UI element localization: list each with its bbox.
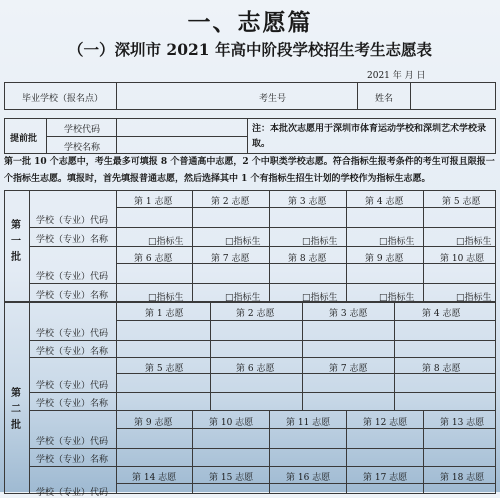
batch2-choice-header: 第 16 志愿 [286,473,331,483]
quota-checkbox[interactable]: □指标生 [148,237,184,247]
batch1-choice-header: 第 8 志愿 [288,254,327,264]
quota-checkbox[interactable]: □指标生 [302,293,338,303]
early-code-label: 学校代码 [64,125,101,135]
divider [423,410,424,494]
divider [46,136,247,137]
form-date: 2021 年 月 日 [367,71,426,81]
divider [116,207,496,208]
batch1-choice-header: 第 7 志愿 [211,254,250,264]
batch2-name-label-3: 学校（专业）名称 [36,455,109,465]
divider [29,227,496,228]
batch2-choice-header: 第 7 志愿 [329,364,368,374]
batch2-choice-header: 第 2 志愿 [236,309,275,319]
batch2-choice-header: 第 4 志愿 [422,309,461,319]
batch2-choice-header: 第 9 志愿 [134,418,173,428]
divider [29,466,496,467]
form-subtitle: （一）深圳市 2021 年高中阶段学校招生考生志愿表 [68,40,432,59]
early-batch-note: 注：本批次志愿用于深圳市体育运动学校和深圳艺术学校录取。 [252,124,487,149]
divider [116,483,496,484]
divider [116,82,117,110]
divider [346,410,347,494]
batch2-code-label-2: 学校（专业）代码 [36,381,109,391]
batch2-choice-header: 第 17 志愿 [363,473,408,483]
divider [29,283,496,284]
batch2-name-label-2: 学校（专业）名称 [36,399,109,409]
exam-number-field[interactable] [300,86,355,108]
batch2-choice-header: 第 6 志愿 [236,364,275,374]
batch2-code-label: 学校（专业）代码 [36,329,109,339]
batch1-choice-header: 第 2 志愿 [211,197,250,207]
divider [29,340,496,341]
batch2-choice-header: 第 1 志愿 [145,309,184,319]
quota-checkbox[interactable]: □指标生 [379,237,415,247]
school-label: 毕业学校（报名点） [22,94,104,104]
divider [410,82,411,110]
batch2-code-label-3: 学校（专业）代码 [36,437,109,447]
batch2-choice-header: 第 5 志愿 [145,364,184,374]
divider [247,118,248,154]
batch1-name-label: 学校（专业）名称 [36,235,109,245]
batch2-choice-header: 第 15 志愿 [209,473,254,483]
batch2-choice-header: 第 10 志愿 [209,418,254,428]
divider [357,82,358,110]
early-name-field[interactable] [118,138,245,153]
batch2-code-label-4: 学校（专业）代码 [36,488,109,498]
quota-checkbox[interactable]: □指标生 [225,237,261,247]
batch2-choice-header: 第 8 志愿 [422,364,461,374]
divider [210,302,211,410]
divider [394,302,395,410]
batch2-choice-header: 第 18 志愿 [440,473,485,483]
early-code-field[interactable] [118,120,245,135]
exam-number-label: 考生号 [259,94,287,104]
batch1-choice-header: 第 3 志愿 [288,197,327,207]
quota-checkbox[interactable]: □指标生 [379,293,415,303]
batch2-choice-header: 第 13 志愿 [440,418,485,428]
divider [29,392,496,393]
quota-checkbox[interactable]: □指标生 [225,293,261,303]
divider [29,410,496,411]
divider [29,357,496,358]
batch2-choice-header: 第 14 志愿 [132,473,177,483]
batch1-code-label: 学校（专业）代码 [36,216,109,226]
divider [29,448,496,449]
batch2-name-label: 学校（专业）名称 [36,347,109,357]
early-name-label: 学校名称 [64,143,101,153]
batch1-choice-header: 第 1 志愿 [134,197,173,207]
batch1-choice-header: 第 4 志愿 [365,197,404,207]
divider [192,410,193,494]
batch1-side-label: 第一批 [11,220,21,263]
batch1-name-label-2: 学校（专业）名称 [36,291,109,301]
early-batch-label: 提前批 [10,134,38,144]
divider [269,410,270,494]
batch1-description: 第一批 10 个志愿中，考生最多可填报 8 个普通高中志愿，2 个中职类学校志愿。符合指标生报考条件的考生可报且限报一个指标生志愿。填报时，首先填报普通志愿，然后选择其中 1 个有指标生招生计划的学校作为指标生志愿。 [4,157,495,184]
quota-checkbox[interactable]: □指标生 [456,293,492,303]
name-label: 姓名 [375,94,394,104]
batch1-choice-header: 第 9 志愿 [365,254,404,264]
divider [116,320,496,321]
batch2-side-label: 第二批 [11,388,21,431]
divider [29,246,496,247]
page-title: 一、志愿篇 [187,9,313,36]
batch1-choice-header: 第 6 志愿 [134,254,173,264]
batch2-choice-header: 第 11 志愿 [286,418,331,428]
quota-checkbox[interactable]: □指标生 [302,237,338,247]
quota-checkbox[interactable]: □指标生 [148,293,184,303]
name-field[interactable] [413,86,493,108]
batch1-code-label-2: 学校（专业）代码 [36,272,109,282]
batch2-choice-header: 第 3 志愿 [329,309,368,319]
divider [116,428,496,429]
quota-checkbox[interactable]: □指标生 [456,237,492,247]
batch1-choice-header: 第 5 志愿 [442,197,481,207]
batch2-choice-header: 第 12 志愿 [363,418,408,428]
batch1-choice-header: 第 10 志愿 [440,254,485,264]
divider [302,302,303,410]
